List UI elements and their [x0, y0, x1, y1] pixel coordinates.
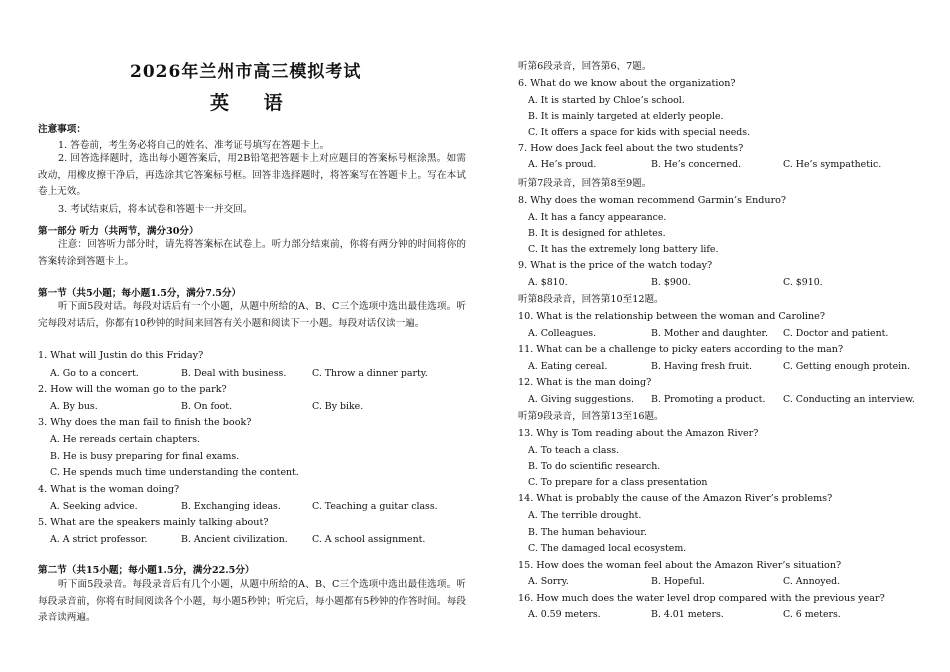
q14-option-b[interactable]: B. The human behaviour.: [528, 527, 647, 538]
section1-instructions: 听下面5段对话。每段对话后有一个小题，从题中所给的A、B、C三个选项中选出最佳选项。听完每段对话后，你都有10秒钟的时间来回答有关小题和阅读下一小题。每段对话仅读一遍。: [38, 301, 466, 329]
q4-option-c[interactable]: C. Teaching a guitar class.: [312, 501, 438, 512]
q6-option-b[interactable]: B. It is mainly targeted at elderly people.: [528, 111, 724, 122]
q8-option-c[interactable]: C. It has the extremely long battery life.: [528, 244, 719, 255]
q2-option-c[interactable]: C. By bike.: [312, 401, 364, 412]
question-16: 16. How much does the water level drop compared with the previous year?: [518, 593, 885, 604]
q10-option-b[interactable]: B. Mother and daughter.: [651, 328, 768, 339]
q4-option-b[interactable]: B. Exchanging ideas.: [181, 501, 281, 512]
section2-heading: 第二节（共15小题；每小题1.5分，满分22.5分）: [38, 565, 255, 576]
question-9: 9. What is the price of the watch today?: [518, 260, 713, 271]
q16-option-a[interactable]: A. 0.59 meters.: [528, 609, 601, 620]
q11-option-a[interactable]: A. Eating cereal.: [528, 361, 608, 372]
q8-option-a[interactable]: A. It has a fancy appearance.: [528, 212, 667, 223]
part1-heading: 第一部分 听力（共两节，满分30分）: [38, 226, 199, 237]
q10-option-a[interactable]: A. Colleagues.: [528, 328, 597, 339]
q13-option-b[interactable]: B. To do scientific research.: [528, 461, 661, 472]
question-6: 6. What do we know about the organization?: [518, 78, 736, 89]
question-11: 11. What can be a challenge to picky eaters according to the man?: [518, 344, 844, 355]
q15-option-a[interactable]: A. Sorry.: [528, 576, 569, 587]
question-1: 1. What will Justin do this Friday?: [38, 350, 204, 361]
group-7-instruction: 听第7段录音，回答第8至9题。: [518, 178, 652, 189]
q6-option-a[interactable]: A. It is started by Chloe’s school.: [528, 95, 685, 106]
q16-option-b[interactable]: B. 4.01 meters.: [651, 609, 724, 620]
q16-option-c[interactable]: C. 6 meters.: [783, 609, 841, 620]
q1-option-c[interactable]: C. Throw a dinner party.: [312, 368, 428, 379]
q14-option-a[interactable]: A. The terrible drought.: [528, 510, 642, 521]
q4-option-a[interactable]: A. Seeking advice.: [50, 501, 138, 512]
q3-option-b[interactable]: B. He is busy preparing for final exams.: [50, 451, 240, 462]
q12-option-b[interactable]: B. Promoting a product.: [651, 394, 766, 405]
group-8-instruction: 听第8段录音，回答第10至12题。: [518, 294, 664, 305]
question-14: 14. What is probably the cause of the Amazon River’s problems?: [518, 493, 833, 504]
notice-item-3: 3. 考试结束后，将本试卷和答题卡一并交回。: [58, 204, 253, 215]
question-10: 10. What is the relationship between the woman and Caroline?: [518, 311, 825, 322]
q12-option-a[interactable]: A. Giving suggestions.: [528, 394, 634, 405]
question-5: 5. What are the speakers mainly talking about?: [38, 517, 269, 528]
q15-option-b[interactable]: B. Hopeful.: [651, 576, 705, 587]
q5-option-a[interactable]: A. A strict professor.: [50, 534, 148, 545]
q1-option-b[interactable]: B. Deal with business.: [181, 368, 287, 379]
q12-option-c[interactable]: C. Conducting an interview.: [783, 394, 915, 405]
part1-note: 注意：回答听力部分时，请先将答案标在试卷上。听力部分结束前，你将有两分钟的时间将你的答案转涂到答题卡上。: [38, 239, 466, 267]
group-9-instruction: 听第9段录音，回答第13至16题。: [518, 411, 664, 422]
q13-option-a[interactable]: A. To teach a class.: [528, 445, 620, 456]
question-4: 4. What is the woman doing?: [38, 484, 180, 495]
q2-option-b[interactable]: B. On foot.: [181, 401, 233, 412]
question-12: 12. What is the man doing?: [518, 377, 652, 388]
q3-option-a[interactable]: A. He rereads certain chapters.: [50, 434, 200, 445]
notice-heading: 注意事项：: [38, 124, 86, 135]
question-7: 7. How does Jack feel about the two students?: [518, 143, 744, 154]
question-13: 13. Why is Tom reading about the Amazon River?: [518, 428, 759, 439]
q11-option-b[interactable]: B. Having fresh fruit.: [651, 361, 752, 372]
q9-option-c[interactable]: C. $910.: [783, 277, 823, 288]
q1-option-a[interactable]: A. Go to a concert.: [50, 368, 139, 379]
q7-option-b[interactable]: B. He’s concerned.: [651, 159, 742, 170]
subject-title: 英 语: [210, 92, 297, 114]
q15-option-c[interactable]: C. Annoyed.: [783, 576, 841, 587]
question-15: 15. How does the woman feel about the Amazon River’s situation?: [518, 560, 842, 571]
section2-instructions: 听下面5段录音。每段录音后有几个小题，从题中所给的A、B、C三个选项中选出最佳选项。听每段录音前，你将有时间阅读各个小题，每小题5秒钟；听完后，每小题都有5秒钟的作答时间。每段录音读两遍。: [38, 579, 466, 623]
section1-heading: 第一节（共5小题；每小题1.5分，满分7.5分）: [38, 288, 242, 299]
q6-option-c[interactable]: C. It offers a space for kids with special needs.: [528, 127, 751, 138]
q3-option-c[interactable]: C. He spends much time understanding the content.: [50, 467, 299, 478]
q11-option-c[interactable]: C. Getting enough protein.: [783, 361, 911, 372]
question-3: 3. Why does the man fail to finish the book?: [38, 417, 252, 428]
q9-option-b[interactable]: B. $900.: [651, 277, 691, 288]
q10-option-c[interactable]: C. Doctor and patient.: [783, 328, 889, 339]
q8-option-b[interactable]: B. It is designed for athletes.: [528, 228, 666, 239]
group-6-instruction: 听第6段录音，回答第6、7题。: [518, 61, 652, 72]
q2-option-a[interactable]: A. By bus.: [50, 401, 98, 412]
question-8: 8. Why does the woman recommend Garmin’s Enduro?: [518, 195, 787, 206]
q5-option-b[interactable]: B. Ancient civilization.: [181, 534, 288, 545]
exam-title: 2026年兰州市高三模拟考试: [130, 62, 362, 82]
q9-option-a[interactable]: A. $810.: [528, 277, 568, 288]
q7-option-c[interactable]: C. He’s sympathetic.: [783, 159, 882, 170]
question-2: 2. How will the woman go to the park?: [38, 384, 227, 395]
q5-option-c[interactable]: C. A school assignment.: [312, 534, 426, 545]
q13-option-c[interactable]: C. To prepare for a class presentation: [528, 477, 708, 488]
q7-option-a[interactable]: A. He’s proud.: [528, 159, 597, 170]
notice-item-1: 1. 答卷前，考生务必将自己的姓名、准考证号填写在答题卡上。: [58, 140, 330, 151]
q14-option-c[interactable]: C. The damaged local ecosystem.: [528, 543, 687, 554]
notice-item-2: 2. 回答选择题时，选出每小题答案后，用2B铅笔把答题卡上对应题目的答案标号框涂黑。如需改动，用橡皮擦干净后，再选涂其它答案标号框。回答非选择题时，将答案写在答题卡上。写在本试卷上无效。: [38, 153, 466, 197]
